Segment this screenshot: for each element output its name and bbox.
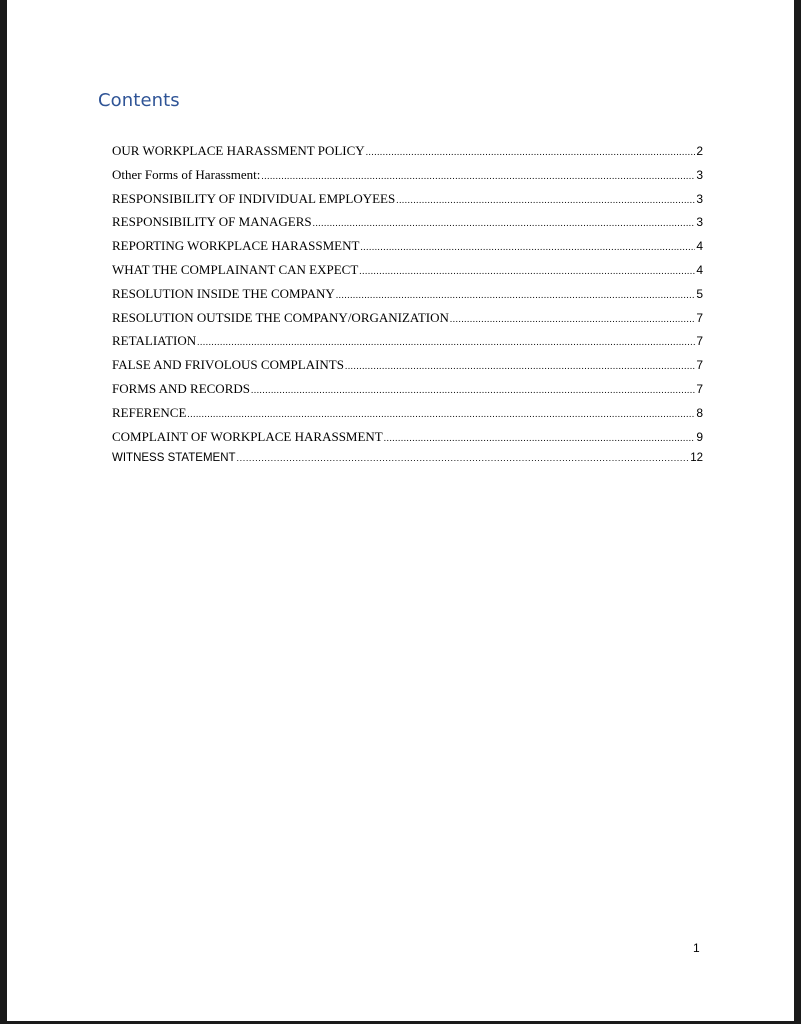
toc-entry-title: WHAT THE COMPLAINANT CAN EXPECT bbox=[112, 261, 359, 277]
toc-entry-responsibility-of-managers[interactable] bbox=[112, 214, 703, 238]
toc-entry-title: RESOLUTION INSIDE THE COMPANY bbox=[112, 285, 335, 301]
toc-entry-page: 3 bbox=[696, 215, 703, 230]
toc-dot-leader bbox=[336, 290, 695, 300]
toc-entry-other-forms-of-harassment[interactable] bbox=[112, 167, 703, 191]
toc-entry-page: 8 bbox=[696, 405, 703, 420]
toc-entry-page: 2 bbox=[696, 144, 703, 158]
toc-dot-leader bbox=[396, 195, 695, 205]
toc-entry-page: 5 bbox=[696, 286, 703, 301]
toc-dot-leader bbox=[313, 218, 696, 228]
toc-entry-page: 9 bbox=[696, 429, 703, 444]
toc-entry-witness-statement[interactable] bbox=[112, 452, 703, 476]
toc-entry-page: 3 bbox=[696, 191, 703, 206]
toc-entry-title: OUR WORKPLACE HARASSMENT POLICY bbox=[112, 143, 365, 158]
document-page bbox=[7, 0, 794, 1021]
toc-entry-responsibility-of-individual-employees[interactable] bbox=[112, 191, 703, 215]
toc-entry-page: 4 bbox=[696, 262, 703, 277]
toc-entry-forms-and-records[interactable] bbox=[112, 381, 703, 405]
toc-entry-title: FORMS AND RECORDS bbox=[112, 380, 250, 396]
toc-entry-title: FALSE AND FRIVOLOUS COMPLAINTS bbox=[112, 357, 344, 373]
toc-entry-workplace-harassment-policy[interactable] bbox=[112, 143, 703, 167]
page-number: 1 bbox=[693, 941, 700, 955]
toc-entry-title: COMPLAINT OF WORKPLACE HARASSMENT bbox=[112, 428, 383, 444]
toc-entry-title: RETALIATION bbox=[112, 333, 197, 349]
toc-entry-reference[interactable] bbox=[112, 405, 703, 429]
toc-entry-page: 12 bbox=[690, 452, 703, 465]
toc-dot-leader bbox=[359, 266, 695, 276]
toc-entry-what-the-complainant-can-expect[interactable] bbox=[112, 262, 703, 286]
toc-dot-leader bbox=[366, 147, 696, 157]
toc-dot-leader bbox=[360, 242, 695, 252]
toc-entry-false-and-frivolous-complaints[interactable] bbox=[112, 357, 703, 381]
table-of-contents bbox=[112, 143, 703, 476]
toc-entry-page: 7 bbox=[696, 334, 703, 349]
toc-entry-complaint-of-workplace-harassment[interactable] bbox=[112, 429, 703, 453]
toc-entry-page: 4 bbox=[696, 239, 703, 254]
toc-dot-leader bbox=[450, 314, 695, 324]
toc-entry-title: Other Forms of Harassment: bbox=[112, 166, 261, 182]
toc-entry-resolution-outside-the-company[interactable] bbox=[112, 310, 703, 334]
toc-entry-page: 7 bbox=[696, 310, 703, 325]
toc-entry-page: 3 bbox=[696, 167, 703, 182]
toc-entry-page: 7 bbox=[696, 358, 703, 373]
toc-entry-resolution-inside-the-company[interactable] bbox=[112, 286, 703, 310]
toc-entry-title: REFERENCE bbox=[112, 404, 187, 420]
toc-dot-leader bbox=[261, 171, 695, 181]
toc-dot-leader bbox=[197, 337, 695, 347]
toc-entry-title: RESOLUTION OUTSIDE THE COMPANY/ORGANIZATION bbox=[112, 309, 449, 325]
toc-entry-reporting-workplace-harassment[interactable] bbox=[112, 238, 703, 262]
toc-entry-title: WITNESS STATEMENT bbox=[112, 452, 236, 465]
contents-heading: Contents bbox=[98, 90, 180, 111]
toc-entry-title: REPORTING WORKPLACE HARASSMENT bbox=[112, 238, 360, 254]
toc-entry-page: 7 bbox=[696, 381, 703, 396]
toc-dot-leader bbox=[251, 385, 695, 395]
toc-dot-leader bbox=[384, 433, 696, 443]
toc-dot-leader bbox=[237, 453, 690, 463]
toc-dot-leader bbox=[187, 409, 695, 419]
toc-entry-title: RESPONSIBILITY OF MANAGERS bbox=[112, 214, 312, 230]
toc-dot-leader bbox=[345, 361, 695, 371]
toc-entry-retaliation[interactable] bbox=[112, 333, 703, 357]
toc-entry-title: RESPONSIBILITY OF INDIVIDUAL EMPLOYEES bbox=[112, 190, 396, 206]
